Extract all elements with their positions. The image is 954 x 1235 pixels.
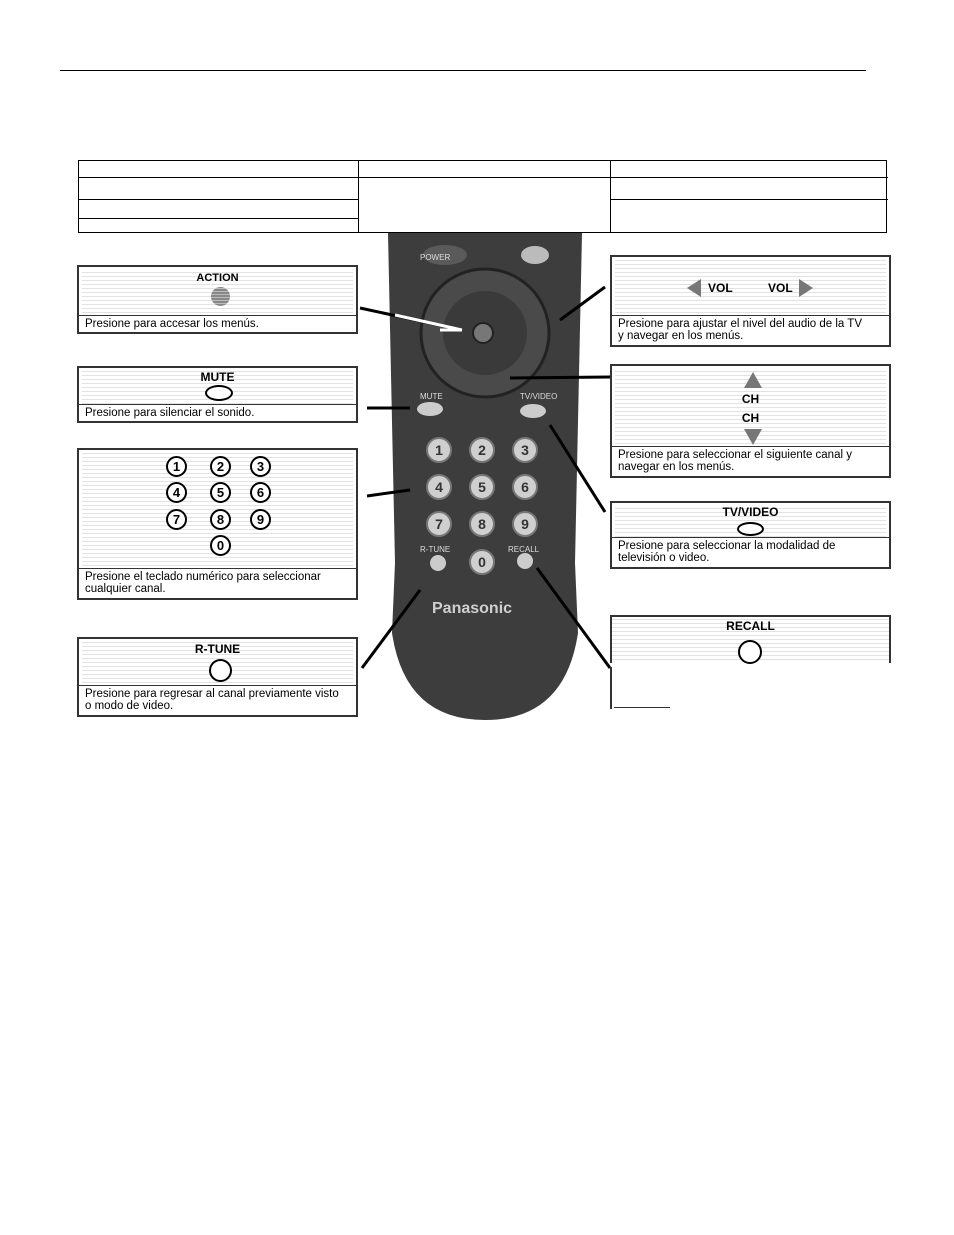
remote-tvvideo-label: TV/VIDEO (520, 392, 558, 401)
remote-key-6: 6 (512, 474, 538, 500)
key-0-icon: 0 (210, 535, 231, 556)
key-4-icon: 4 (166, 482, 187, 503)
key-9-icon: 9 (250, 509, 271, 530)
mute-button-icon (205, 385, 233, 401)
key-8-icon: 8 (210, 509, 231, 530)
mute-desc: Presione para silenciar el sonido. (79, 404, 356, 421)
remote-key-2: 2 (469, 437, 495, 463)
ch-down-arrow-icon (744, 429, 762, 445)
key-7-icon: 7 (166, 509, 187, 530)
recall-callout (610, 615, 891, 710)
vol-right-label: VOL (768, 281, 793, 295)
remote-power-label: POWER (420, 253, 451, 262)
vol-right-arrow-icon (799, 279, 813, 297)
rtune-desc: Presione para regresar al canal previamente visto o modo de video. (79, 685, 356, 715)
key-3-icon: 3 (250, 456, 271, 477)
tvvideo-callout (610, 501, 891, 569)
key-2-icon: 2 (210, 456, 231, 477)
ch-down-label: CH (741, 411, 760, 425)
ch-up-arrow-icon (744, 372, 762, 388)
action-button-icon (211, 287, 230, 306)
rtune-button-icon (209, 659, 232, 682)
numbers-callout (77, 448, 358, 600)
ch-desc: Presione para seleccionar el siguiente canal y navegar en los menús. (612, 446, 889, 476)
remote-key-7: 7 (426, 511, 452, 537)
vol-left-label: VOL (708, 281, 733, 295)
tvvideo-button-icon (737, 522, 764, 536)
remote-key-3: 3 (512, 437, 538, 463)
remote-recall-label: RECALL (508, 545, 540, 554)
tvvideo-desc: Presione para seleccionar la modalidad de televisión o video. (612, 537, 889, 567)
remote-key-5: 5 (469, 474, 495, 500)
remote-mute-label: MUTE (420, 392, 443, 401)
ch-callout (610, 364, 891, 478)
tvvideo-label: TV/VIDEO (722, 505, 779, 519)
remote-key-1: 1 (426, 437, 452, 463)
mute-label: MUTE (200, 370, 235, 384)
rtune-callout (77, 637, 358, 717)
remote-rtune-label: R-TUNE (420, 545, 451, 554)
action-callout (77, 265, 358, 334)
remote-key-8: 8 (469, 511, 495, 537)
remote-key-4: 4 (426, 474, 452, 500)
vol-desc: Presione para ajustar el nivel del audio de la TV y navegar en los menús. (612, 315, 889, 345)
ch-up-label: CH (741, 392, 760, 406)
numbers-desc: Presione el teclado numérico para seleccionar cualquier canal. (79, 568, 356, 598)
vol-left-arrow-icon (687, 279, 701, 297)
key-6-icon: 6 (250, 482, 271, 503)
recall-button-icon (738, 640, 762, 664)
remote-key-9: 9 (512, 511, 538, 537)
key-1-icon: 1 (166, 456, 187, 477)
key-5-icon: 5 (210, 482, 231, 503)
remote-key-0: 0 (469, 549, 495, 575)
action-desc: Presione para accesar los menús. (79, 315, 356, 332)
vol-callout (610, 255, 891, 347)
remote-brand: Panasonic (432, 600, 513, 617)
mute-callout (77, 366, 358, 423)
rtune-label: R-TUNE (194, 642, 241, 656)
action-label: ACTION (196, 272, 239, 284)
recall-label: RECALL (726, 619, 775, 633)
